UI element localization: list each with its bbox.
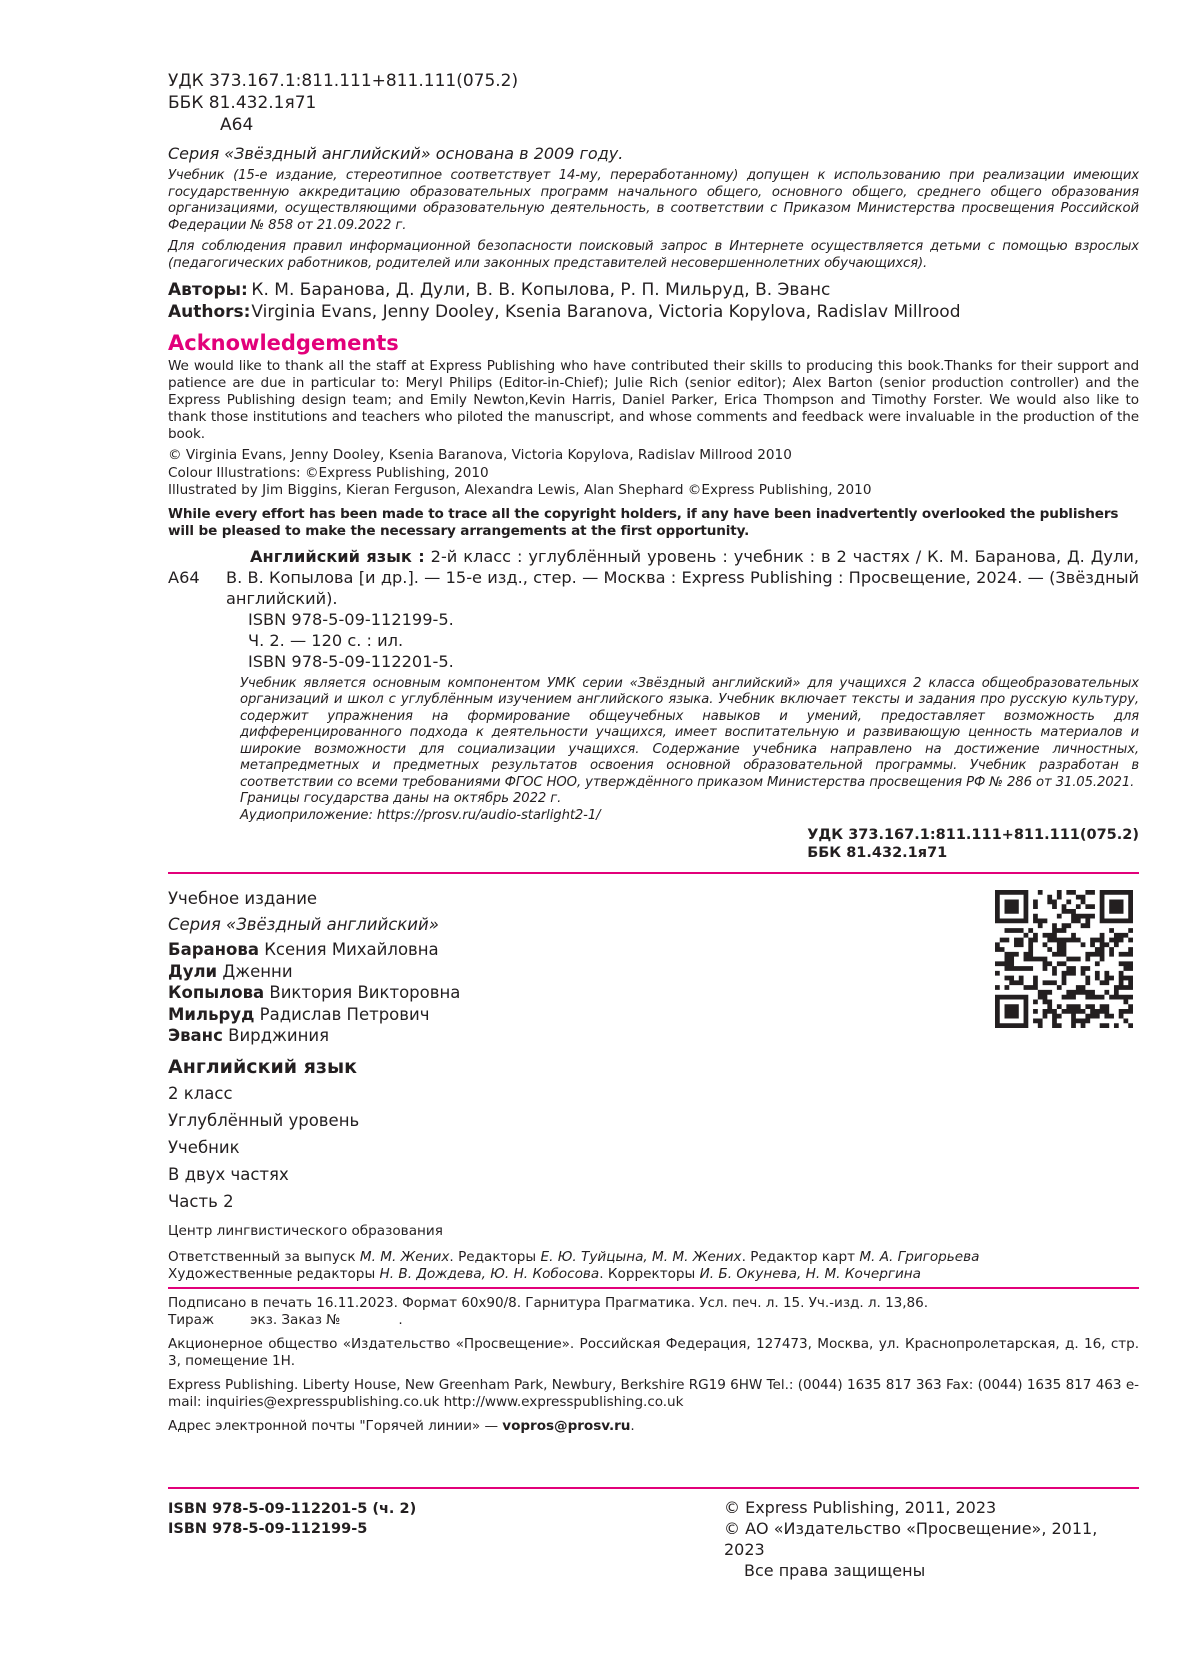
person-name: Ксения Михайловна bbox=[258, 940, 439, 959]
authors-en-label: Authors: bbox=[168, 302, 251, 322]
borders-note: Границы государства даны на октябрь 2022 г. bbox=[240, 791, 562, 806]
signed-line: Подписано в печать 16.11.2023. Формат 60х90/8. Гарнитура Прагматика. Усл. печ. л. 15. Уч.-изд. л. 13,86. bbox=[168, 1294, 929, 1311]
book-kind: Учебник bbox=[168, 1138, 240, 1157]
classification-block bbox=[168, 70, 1139, 136]
credits-block bbox=[168, 447, 1139, 500]
edition-block bbox=[168, 888, 1139, 1283]
qr-code-icon bbox=[995, 890, 1133, 1028]
authors-ru bbox=[168, 279, 1139, 301]
annotation bbox=[240, 676, 1139, 825]
tirazh-line bbox=[168, 1312, 1139, 1329]
approval-note: Учебник (15-е издание, стереотипное соответствует 14-му, переработанному) допущен к использованию при реализации имеющих государственную аккредитацию образовательных программ начального общего, основного общего, среднего общего образования организациями, осуществляющими образовательную деятельность, в соответствии с Приказом Министерства просвещения Российской Федерации № 858 от 21.09.2022 г. bbox=[168, 168, 1139, 233]
imprint-block bbox=[168, 1295, 1139, 1435]
author-mark: А64 bbox=[220, 115, 254, 135]
hotline-line bbox=[168, 1418, 1139, 1435]
responsible-block bbox=[168, 1249, 1139, 1283]
book-details bbox=[168, 1080, 1139, 1215]
publisher-address: Акционерное общество «Издательство «Просвещение». Российская Федерация, 127473, Москва, ул. Краснопролетарская, д. 16, стр. 3, помещение 1Н. bbox=[168, 1335, 1139, 1369]
person-evans bbox=[168, 1025, 1139, 1047]
art-names: Н. В. Дождева, Ю. Н. Кобосова bbox=[379, 1265, 600, 1282]
footer bbox=[168, 1487, 1139, 1580]
copyright-line: © Virginia Evans, Jenny Dooley, Ksenia Baranova, Victoria Kopylova, Radislav Millrood 2010 bbox=[168, 447, 792, 463]
person-name: Виктория Викторовна bbox=[264, 983, 461, 1002]
biblio-description bbox=[168, 546, 1139, 609]
colour-illustrations-line: Colour Illustrations: ©Express Publishing, 2010 bbox=[168, 464, 489, 481]
book-title: Английский язык bbox=[168, 1055, 358, 1078]
biblio-part: Ч. 2. — 120 с. : ил. bbox=[248, 630, 404, 650]
person-surname: Эванс bbox=[168, 1026, 223, 1045]
bbk-right: ББК 81.432.1я71 bbox=[807, 845, 948, 861]
biblio-isbn-2: ISBN 978-5-09-112201-5. bbox=[248, 651, 454, 671]
person-milrud bbox=[168, 1004, 1139, 1026]
person-name: Вирджиния bbox=[222, 1026, 330, 1045]
person-surname: Копылова bbox=[168, 983, 265, 1002]
person-kopylova bbox=[168, 982, 1139, 1004]
resp-label: Ответственный за выпуск bbox=[168, 1248, 360, 1265]
proof-names: И. Б. Окунева, Н. М. Кочергина bbox=[699, 1265, 922, 1282]
safety-note: Для соблюдения правил информационной безопасности поисковый запрос в Интернете осуществляется детьми с помощью взрослых (педагогических работников, родителей или законных представителей несовершеннолетних обучающихся). bbox=[168, 239, 1139, 271]
isbn-total: ISBN 978-5-09-112199-5 bbox=[168, 1521, 368, 1537]
bbk-code: ББК 81.432.1я71 bbox=[168, 93, 317, 113]
proof-label: . Корректоры bbox=[599, 1265, 700, 1282]
udk-right: УДК 373.167.1:811.111+811.111(075.2) bbox=[807, 827, 1139, 843]
authors-block bbox=[168, 279, 1139, 323]
map-name: М. А. Григорьева bbox=[859, 1248, 980, 1265]
person-surname: Мильруд bbox=[168, 1004, 255, 1024]
authors-en bbox=[168, 301, 1139, 323]
audio-link: Аудиоприложение: https://prosv.ru/audio-starlight2-1/ bbox=[240, 807, 601, 823]
person-dooley bbox=[168, 961, 1139, 983]
series-note: Серия «Звёздный английский» основана в 2009 году. bbox=[168, 144, 624, 163]
biblio-rest: 2-й класс : углублённый уровень : учебник : в 2 частях / К. М. Баранова, Д. Дули, В. В. Копылова [и др.]. — 15-е изд., стер. — Москва : Express Publishing : Просвещение, 2024. — (Звёздный английский). bbox=[226, 546, 1139, 608]
udk-code: УДК 373.167.1:811.111+811.111(075.2) bbox=[168, 71, 519, 91]
edition-series: Серия «Звёздный английский» bbox=[168, 914, 439, 934]
editors-names: Е. Ю. Туйцына, М. М. Жених bbox=[540, 1248, 742, 1265]
zakaz-label: экз. Заказ № bbox=[250, 1311, 341, 1328]
annotation-text: Учебник является основным компонентом УМК серии «Звёздный английский» для учащихся 2 класса общеобразовательных организаций и школ с углублённым изучением английского языка. Учебник включает тексты и задания про русскую культуру, содержит упражнения на формирование общеучебных навыков и умений, предоставляет возможность для дифференцированного подхода к деятельности учащихся, имеет воспитательную и развивающую ценность материалов и широкие возможности для социализации учащихся. Содержание учебника направлено на достижение личностных, метапредметных и предметных результатов освоения основной образовательной программы. Учебник разработан в соответствии со всеми требованиями ФГОС НОО, утверждённого приказом Министерства просвещения РФ № 286 от 31.05.2021. bbox=[240, 675, 1139, 790]
book-parts: В двух частях bbox=[168, 1165, 289, 1184]
book-grade: 2 класс bbox=[168, 1084, 233, 1103]
acknowledgements-text: We would like to thank all the staff at Express Publishing who have contributed their skills to producing this book.Thanks for their support and patience are due in particular to: Meryl Philips (Editor-in-Chief); Julie Rich (senior editor); Alex Barton (senior production controller) and the Express Publishing design team; and Emily Newton,Kevin Harris, Daniel Parker, Erica Thompson and Timothy Forster. We would also like to thank those institutions and teachers who piloted the manuscript, and whose comments and feedback were invaluable in the production of the book. bbox=[168, 358, 1139, 442]
bibliographic-record bbox=[168, 546, 1139, 672]
hotline-end: . bbox=[630, 1417, 635, 1434]
editors-label: . Редакторы bbox=[449, 1248, 541, 1265]
illustrated-by-line: Illustrated by Jim Biggins, Kieran Ferguson, Alexandra Lewis, Alan Shephard ©Express Publishing, 2010 bbox=[168, 482, 872, 498]
isbn-part: ISBN 978-5-09-112201-5 (ч. 2) bbox=[168, 1501, 417, 1517]
authors-ru-names: К. М. Баранова, Д. Дули, В. В. Копылова, Р. П. Мильруд, В. Эванс bbox=[251, 280, 831, 300]
authors-en-names: Virginia Evans, Jenny Dooley, Ksenia Baranova, Victoria Kopylova, Radislav Millrood bbox=[251, 302, 961, 322]
copyright-prosv: © АО «Издательство «Просвещение», 2011, 2023 bbox=[724, 1519, 1098, 1559]
acknowledgements-title: Acknowledgements bbox=[168, 331, 399, 355]
udk-right-block bbox=[168, 826, 1139, 862]
person-name: Радислав Петрович bbox=[254, 1004, 430, 1024]
biblio-main-entry bbox=[226, 546, 1139, 609]
copyright-express: © Express Publishing, 2011, 2023 bbox=[724, 1498, 997, 1517]
map-label: . Редактор карт bbox=[741, 1248, 860, 1265]
hotline-label: Адрес электронной почты "Горячей линии» — bbox=[168, 1417, 503, 1434]
imprint-page bbox=[168, 70, 1139, 1435]
rights-reserved: Все права защищены bbox=[744, 1561, 926, 1580]
express-address: Express Publishing. Liberty House, New Greenham Park, Newbury, Berkshire RG19 6HW Tel.: (0044) 1635 817 363 Fax: (0044) 1635 817 463 e-mail: inquiries@expresspublishing.co.uk http://www.expresspublishing.co.uk bbox=[168, 1376, 1139, 1410]
copyright-holders-note: While every effort has been made to trace all the copyright holders, if any have been inadvertently overlooked the publishers will be pleased to make the necessary arrangements at the first opportunity. bbox=[168, 505, 1119, 539]
responsible-line bbox=[168, 1249, 1139, 1266]
zakaz-end: . bbox=[398, 1311, 403, 1328]
book-part: Часть 2 bbox=[168, 1192, 234, 1211]
divider-3 bbox=[168, 1487, 1139, 1489]
biblio-title: Английский язык : bbox=[250, 546, 425, 566]
edition-type: Учебное издание bbox=[168, 889, 318, 908]
resp-name: М. М. Жених bbox=[359, 1248, 450, 1265]
art-editors-line bbox=[168, 1266, 1139, 1283]
divider-2 bbox=[168, 1287, 1139, 1289]
hotline-email: vopros@prosv.ru bbox=[502, 1417, 631, 1434]
biblio-author-mark: А64 bbox=[168, 567, 200, 587]
person-surname: Дули bbox=[168, 961, 218, 981]
divider-1 bbox=[168, 872, 1139, 874]
person-baranova bbox=[168, 939, 1139, 961]
authors-ru-label: Авторы: bbox=[168, 280, 248, 300]
biblio-isbn-1: ISBN 978-5-09-112199-5. bbox=[248, 609, 454, 629]
person-name: Дженни bbox=[217, 961, 293, 981]
center-name: Центр лингвистического образования bbox=[168, 1223, 443, 1239]
footer-isbn bbox=[168, 1499, 416, 1539]
book-level: Углублённый уровень bbox=[168, 1111, 360, 1130]
person-surname: Баранова bbox=[168, 940, 259, 959]
edition-people bbox=[168, 939, 1139, 1047]
tirazh-label: Тираж bbox=[168, 1311, 215, 1328]
footer-copyright bbox=[724, 1497, 1139, 1581]
art-label: Художественные редакторы bbox=[168, 1265, 380, 1282]
